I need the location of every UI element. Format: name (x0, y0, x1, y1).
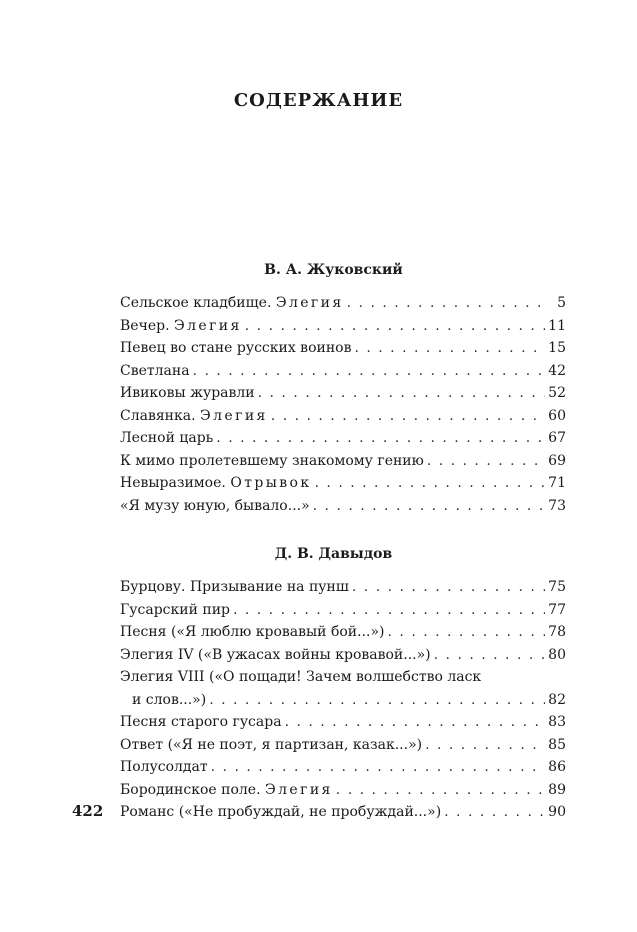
toc-entry-title (120, 669, 481, 685)
dot-leader (315, 472, 545, 495)
toc-entry-title-text: Песня старого гусара (120, 714, 282, 730)
toc-entry-title-text: Романс («Не пробуждай, не пробуждай...») (120, 804, 442, 820)
section-author: Д. В. Давыдов (274, 546, 393, 562)
toc-entry-title (120, 382, 255, 405)
toc-entry-title-text: Лесной царь (120, 430, 214, 446)
dot-leader (211, 756, 545, 779)
dot-leader (271, 405, 545, 428)
toc-entry-title-text: Гусарский пир (120, 601, 230, 618)
toc-entry (120, 711, 566, 734)
page-number: 422 (72, 802, 104, 820)
toc-list (120, 292, 566, 517)
dot-leader (352, 576, 545, 599)
toc-entry-title-text: К мимо пролетевшему знакомому гению (120, 452, 424, 469)
toc-entry-title-text: Песня («Я люблю кровавый бой...») (120, 624, 385, 640)
toc-entry-title (120, 360, 190, 383)
toc-entry (120, 576, 566, 599)
toc-entry-genre: Элегия (173, 317, 242, 334)
toc-entry-title-text: Сельское кладбище. (120, 295, 272, 311)
toc-entry-title (120, 405, 268, 428)
toc-entry-title-text: Полусолдат (120, 759, 208, 775)
toc-page-number: 89 (548, 781, 566, 798)
section-author: В. А. Жуковский (264, 262, 403, 278)
toc-entry (120, 644, 566, 667)
toc-entry-title (120, 599, 230, 622)
dot-leader (427, 450, 545, 473)
dot-leader (233, 599, 545, 622)
toc-entry-title-text: Бородинское поле. (120, 781, 261, 798)
toc-entry-title (120, 427, 213, 450)
toc-entry-title (120, 495, 310, 518)
toc-entry-title-text: Славянка. (120, 407, 196, 424)
toc-entry-title (120, 576, 349, 599)
toc-entry-title-text: Ответ («Я не поэт, я партизан, казак...») (120, 736, 423, 753)
toc-entry (120, 734, 566, 757)
toc-entry-title (120, 450, 424, 473)
dot-leader (193, 360, 545, 383)
toc-page-number: 52 (548, 385, 566, 401)
toc-entry-title-text: Светлана (120, 362, 190, 379)
dot-leader (285, 711, 545, 734)
toc-page-number: 83 (548, 714, 566, 730)
dot-leader (245, 315, 545, 338)
toc-page-number: 90 (548, 804, 566, 820)
toc-entry (120, 292, 566, 315)
dot-leader (434, 644, 545, 667)
toc-entry (120, 427, 566, 450)
toc-entry-title (120, 644, 431, 667)
toc-page-number: 82 (548, 691, 566, 708)
toc-page-number: 42 (548, 362, 566, 379)
toc-entry-title (120, 801, 441, 824)
toc-entry-title (120, 292, 344, 315)
toc-page-number: 71 (548, 475, 566, 491)
toc-list (120, 576, 566, 824)
dot-leader (444, 801, 545, 824)
toc-entry-continuation: и слов...») (132, 691, 207, 708)
dot-leader (209, 689, 545, 712)
toc-entry-title-text: Ивиковы журавли (120, 385, 255, 401)
toc-entry-title-text: Невыразимое. (120, 475, 226, 491)
dot-leader (354, 337, 545, 360)
toc-entry-title (120, 711, 282, 734)
toc-entry-title-text: Элегия VIII («О пощади! Зачем волшебство ласк (120, 669, 482, 685)
toc-entry-title (120, 621, 385, 644)
toc-entry (120, 315, 566, 338)
toc-entry-title-line (120, 666, 566, 689)
dot-leader (336, 779, 545, 802)
toc-page-number: 78 (548, 624, 566, 640)
toc-page-number: 75 (548, 579, 566, 595)
toc-entry-title-text: Элегия IV («В ужасах войны кровавой...») (120, 646, 431, 663)
toc-page-number: 69 (548, 452, 566, 469)
dot-leader (347, 292, 545, 315)
toc-page-number: 67 (548, 430, 566, 446)
toc-entry-genre: Элегия (265, 781, 333, 798)
toc-entry-title (120, 756, 208, 779)
toc-entry-title-text: Вечер. (120, 317, 170, 334)
dot-leader (425, 734, 545, 757)
dot-leader (388, 621, 545, 644)
toc-entry (120, 472, 566, 495)
toc-entry (120, 450, 566, 473)
toc-entry (120, 779, 566, 802)
toc-entry-genre: Элегия (275, 295, 344, 311)
toc-page-number: 60 (548, 407, 566, 424)
toc-entry (120, 621, 566, 644)
page-title: СОДЕРЖАНИЕ (233, 90, 404, 111)
toc-page-number: 73 (548, 497, 566, 514)
toc-entry (120, 382, 566, 405)
toc-entry-title-text: Бурцову. Призывание на пунш (120, 579, 349, 595)
toc-entry (120, 599, 566, 622)
toc-page-number: 5 (557, 295, 566, 311)
toc-entry-title (120, 315, 242, 338)
toc-page-number: 11 (548, 317, 566, 334)
toc-entry (120, 666, 566, 711)
toc-entry (120, 756, 566, 779)
toc-entry (120, 801, 566, 824)
toc-entry-title (120, 337, 351, 360)
toc-page-number: 86 (548, 759, 566, 775)
dot-leader (258, 382, 545, 405)
dot-leader (313, 495, 545, 518)
toc-entry-title (120, 734, 422, 757)
dot-leader (216, 427, 545, 450)
toc-entry (120, 495, 566, 518)
toc-page-number: 15 (548, 340, 566, 356)
toc-entry-title (120, 779, 333, 802)
toc-entry (120, 337, 566, 360)
toc-entry (120, 405, 566, 428)
toc-page-number: 80 (548, 646, 566, 663)
toc-entry-title-text: «Я музу юную, бывало...» (120, 497, 310, 514)
toc-page-number: 85 (548, 736, 566, 753)
toc-entry-genre: Элегия (200, 407, 268, 424)
toc-entry-title (120, 472, 312, 495)
toc-page-number: 77 (548, 601, 566, 618)
toc-entry-genre: Отрывок (230, 475, 312, 491)
toc-entry (120, 360, 566, 383)
toc-entry-title-text: Певец во стане русских воинов (120, 340, 352, 356)
